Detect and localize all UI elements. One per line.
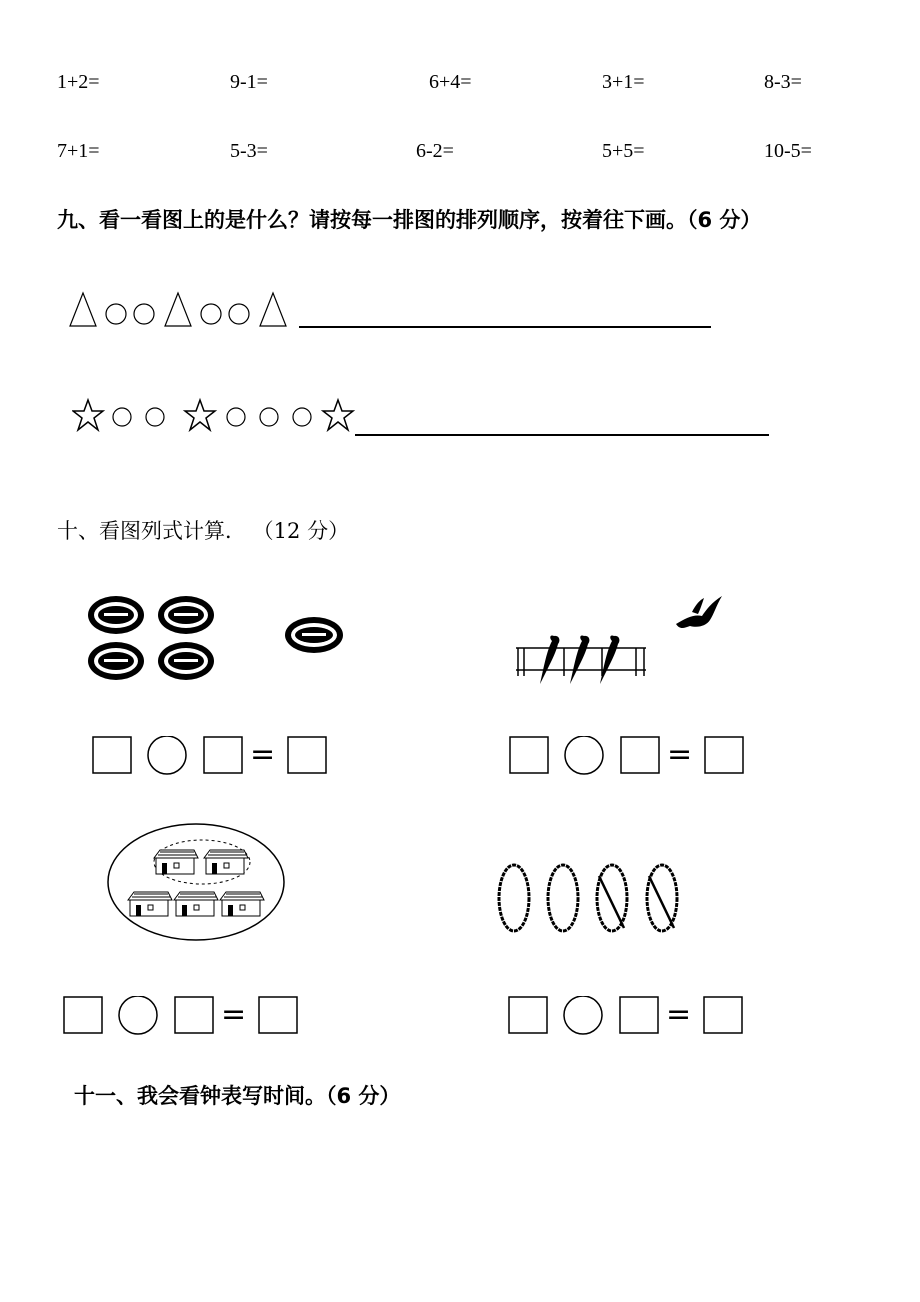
section-9-heading: 九、看一看图上的是什么？请按每一排图的排列顺序，按着往下画。（6 分） bbox=[57, 208, 762, 232]
triangle-shape bbox=[260, 293, 286, 326]
answer-line-2[interactable] bbox=[355, 434, 769, 436]
circle-shape bbox=[113, 408, 131, 426]
number-box[interactable] bbox=[510, 737, 548, 773]
star-shape bbox=[185, 400, 215, 430]
flying-bird-icon bbox=[676, 596, 722, 628]
cross-out-line bbox=[599, 876, 624, 928]
circle-shape bbox=[227, 408, 245, 426]
circle-shape bbox=[260, 408, 278, 426]
equation-2-2: 5-3= bbox=[230, 140, 268, 162]
result-box[interactable] bbox=[705, 737, 743, 773]
circle-shape bbox=[293, 408, 311, 426]
answer-line-1[interactable] bbox=[299, 326, 711, 328]
triangle-shape bbox=[70, 293, 96, 326]
triangle-shape bbox=[165, 293, 191, 326]
oval-shape bbox=[597, 865, 627, 931]
plate-icon bbox=[88, 642, 144, 680]
equation-1-3: 6+4= bbox=[429, 71, 472, 93]
equals-sign: = bbox=[221, 997, 247, 1032]
operator-circle[interactable] bbox=[565, 736, 603, 774]
star-shape bbox=[323, 400, 353, 430]
bird-icon bbox=[600, 635, 619, 684]
result-box[interactable] bbox=[704, 997, 742, 1033]
equals-sign: = bbox=[250, 737, 276, 772]
pattern-2-shapes bbox=[72, 397, 356, 437]
pattern-row-1 bbox=[68, 290, 290, 330]
circle-shape bbox=[134, 304, 154, 324]
ovals-picture bbox=[494, 862, 684, 936]
house-icon bbox=[154, 850, 198, 874]
answer-boxes-3 bbox=[63, 996, 303, 1036]
equation-1-1: 1+2= bbox=[57, 71, 100, 93]
cross-out-line bbox=[649, 876, 674, 928]
answer-boxes-2 bbox=[509, 736, 749, 776]
circle-shape bbox=[201, 304, 221, 324]
equation-2-4: 5+5= bbox=[602, 140, 645, 162]
operator-circle[interactable] bbox=[148, 736, 186, 774]
number-box[interactable] bbox=[621, 737, 659, 773]
number-box[interactable] bbox=[509, 997, 547, 1033]
pattern-1-shapes bbox=[68, 290, 290, 330]
equation-2-5: 10-5= bbox=[764, 140, 812, 162]
houses-picture bbox=[106, 822, 288, 944]
answer-boxes-4 bbox=[508, 996, 748, 1036]
star-shape bbox=[73, 400, 103, 430]
circle-shape bbox=[229, 304, 249, 324]
plates-picture bbox=[85, 592, 350, 692]
section-11-heading: 十一、我会看钟表写时间。（6 分） bbox=[74, 1084, 401, 1108]
plate-icon bbox=[158, 642, 214, 680]
equals-sign: = bbox=[666, 997, 692, 1032]
bird-icon bbox=[570, 635, 589, 684]
equation-1-4: 3+1= bbox=[602, 71, 645, 93]
birds-picture bbox=[514, 588, 729, 688]
circle-shape bbox=[106, 304, 126, 324]
number-box[interactable] bbox=[175, 997, 213, 1033]
equation-1-2: 9-1= bbox=[230, 71, 268, 93]
house-icon bbox=[174, 892, 218, 916]
equation-2-3: 6-2= bbox=[416, 140, 454, 162]
house-icon bbox=[204, 850, 248, 874]
equals-sign: = bbox=[667, 737, 693, 772]
operator-circle[interactable] bbox=[119, 996, 157, 1034]
house-icon bbox=[128, 892, 172, 916]
result-box[interactable] bbox=[259, 997, 297, 1033]
pattern-row-2 bbox=[72, 397, 356, 437]
answer-boxes-1 bbox=[92, 736, 332, 776]
number-box[interactable] bbox=[204, 737, 242, 773]
house-icon bbox=[220, 892, 264, 916]
circle-shape bbox=[146, 408, 164, 426]
plate-icon bbox=[158, 596, 214, 634]
equation-2-1: 7+1= bbox=[57, 140, 100, 162]
equation-1-5: 8-3= bbox=[764, 71, 802, 93]
number-box[interactable] bbox=[64, 997, 102, 1033]
plate-icon bbox=[285, 617, 343, 653]
section-10-heading: 十、看图列式计算． （12 分） bbox=[57, 519, 350, 543]
plate-icon bbox=[88, 596, 144, 634]
oval-shape bbox=[647, 865, 677, 931]
oval-shape bbox=[499, 865, 529, 931]
result-box[interactable] bbox=[288, 737, 326, 773]
number-box[interactable] bbox=[93, 737, 131, 773]
bird-icon bbox=[540, 635, 559, 684]
number-box[interactable] bbox=[620, 997, 658, 1033]
operator-circle[interactable] bbox=[564, 996, 602, 1034]
oval-shape bbox=[548, 865, 578, 931]
